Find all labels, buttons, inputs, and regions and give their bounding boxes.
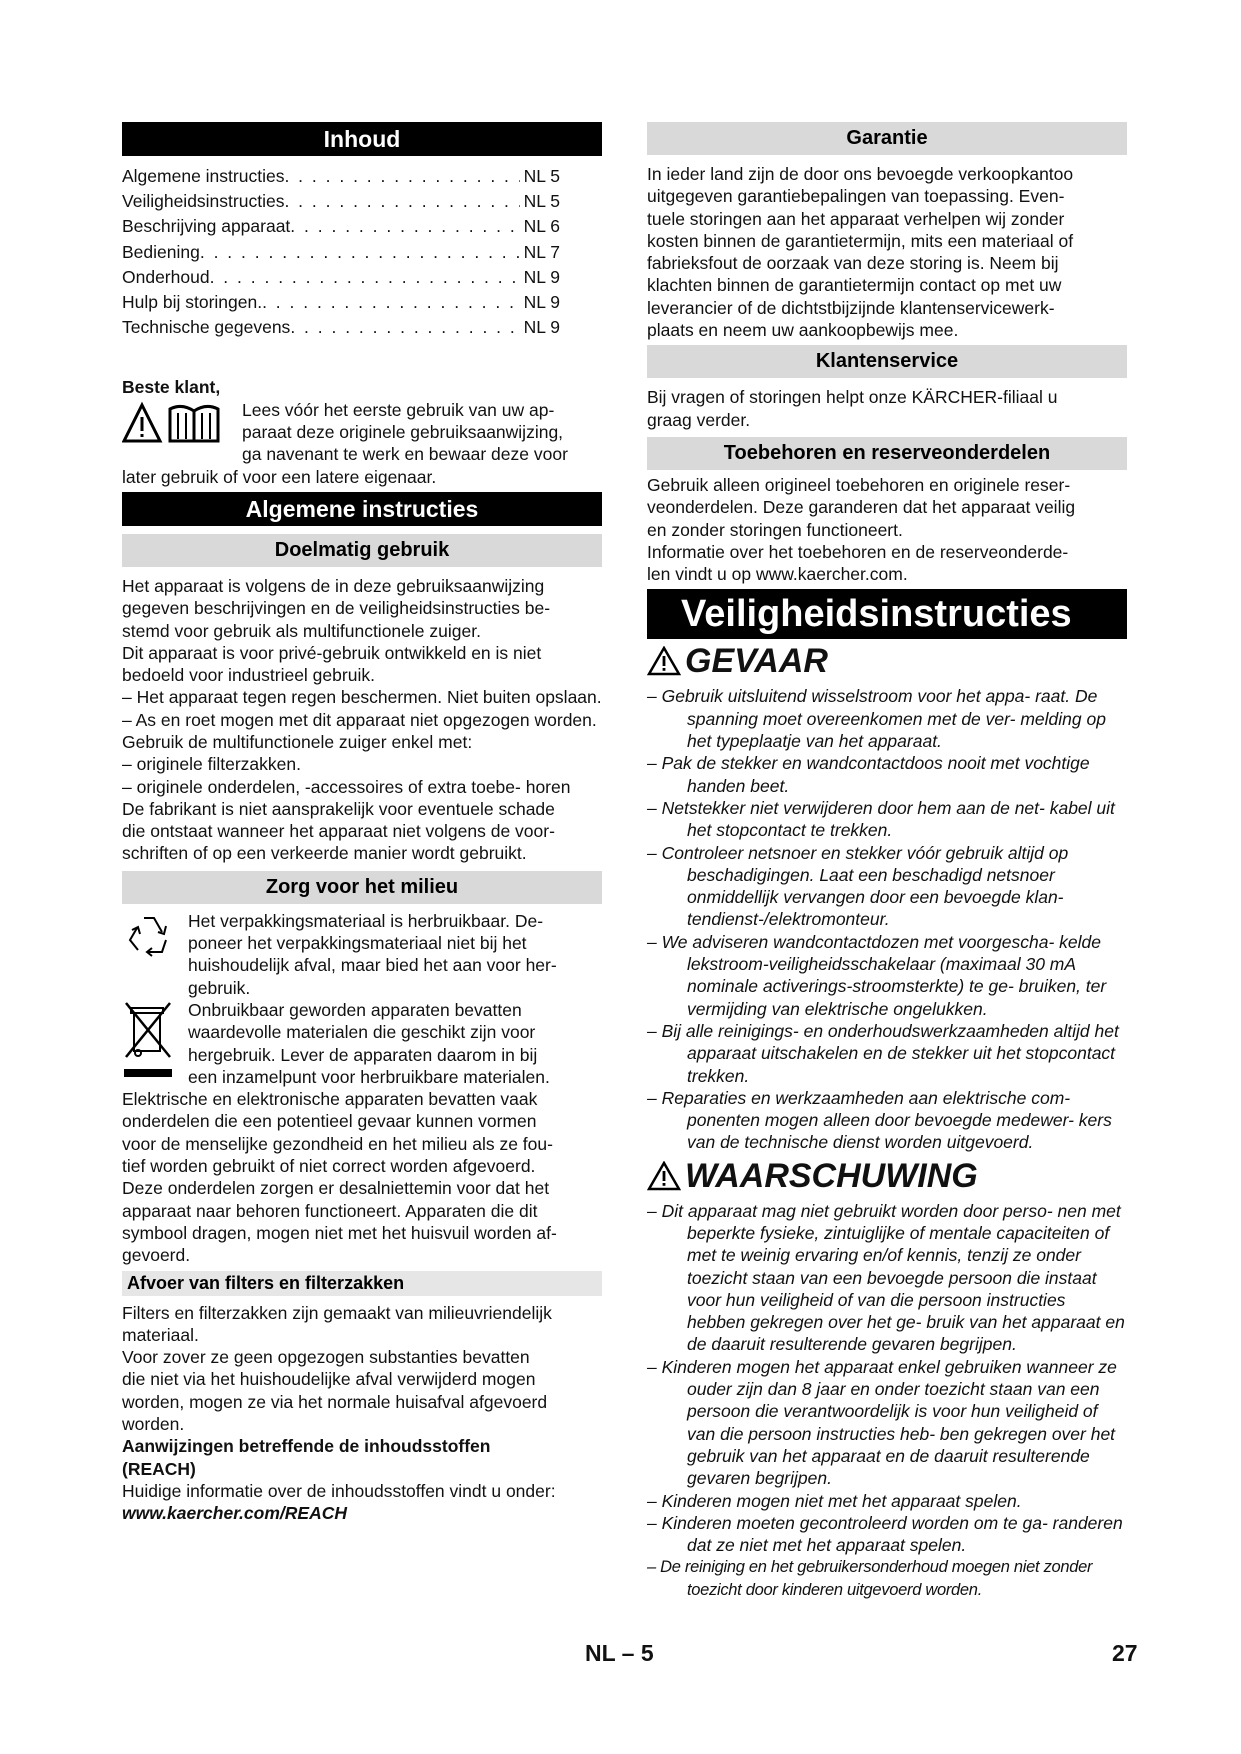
toc-item-title: Beschrijving apparaat: [122, 216, 291, 237]
warning-label: WAARSCHUWING: [685, 1156, 978, 1195]
text-line: fabrieksfout de oorzaak van deze storing is. Neem bij: [647, 253, 1059, 274]
salutation: Beste klant,: [122, 377, 221, 398]
crossed-bin-icon: [122, 999, 188, 1088]
service-heading: Klantenservice: [647, 345, 1127, 378]
toc-item-title: Onderhoud: [122, 266, 210, 287]
accessories-heading: Toebehoren en reserveonderdelen: [647, 437, 1127, 470]
text-line: Deze onderdelen zorgen er desalniettemin voor dat het: [122, 1178, 550, 1199]
text-line: apparaat naar behoren functioneert. Apparaten die dit: [122, 1200, 538, 1221]
text-line: veonderdelen. Deze garanderen dat het apparaat veilig: [647, 497, 1076, 518]
text-line: materiaal.: [122, 1324, 199, 1345]
text-line: graag verder.: [647, 409, 751, 430]
warning-triangle-icon: [647, 646, 681, 676]
toc-item-title: Algemene instructies: [122, 166, 285, 186]
danger-label: GEVAAR: [685, 642, 828, 681]
text-line: Gebruik de multifunctionele zuiger enkel met:: [122, 731, 473, 752]
text-line: tuele storingen aan het apparaat verhelpen wij zonder: [647, 208, 1065, 229]
toc-item-title: Hulp bij storingen.: [122, 292, 263, 313]
toc-item-page: NL 9: [523, 317, 560, 338]
text-line: onderdelen die een potentieel gevaar kunnen vormen: [122, 1111, 537, 1132]
footer-label: NL – 5: [585, 1640, 654, 1666]
toc-item-page: NL 9: [523, 266, 560, 287]
toc-item-page: NL 7: [523, 241, 560, 262]
table-of-contents: [122, 164, 560, 340]
environment-text: [122, 1088, 602, 1266]
reach-heading: Aanwijzingen betreffende de inhoudsstoffen: [122, 1436, 491, 1457]
text-line: kosten binnen de garantietermijn, mits een materiaal of: [647, 230, 1074, 251]
intro-last-line: later gebruik of voor een latere eigenaar.: [122, 466, 437, 487]
safety-heading: Veiligheidsinstructies: [647, 589, 1127, 639]
general-heading: Algemene instructies: [122, 492, 602, 526]
list-item: – De reiniging en het gebruikersonderhoud moegen niet zonder toezicht door kinderen uitgevoerd worden.: [647, 1558, 1093, 1599]
text-line: uitgegeven garantiebepalingen van toepassing. Even-: [647, 186, 1065, 207]
accessories-text: [647, 474, 1127, 585]
text-line: tief worden gebruikt of niet correct worden afgevoerd.: [122, 1156, 536, 1177]
toc-item[interactable]: [122, 164, 560, 189]
toc-item[interactable]: [122, 189, 560, 214]
toc-item-page: NL 6: [523, 216, 560, 237]
intro-line: Lees vóór het eerste gebruik van uw ap-: [242, 399, 555, 420]
intro-line: paraat deze originele gebruiksaanwijzing,: [242, 422, 564, 443]
text-line: leverancier of de dichtstbijzijnde klantenservicewerk-: [647, 297, 1055, 318]
filters-heading: Afvoer van filters en filterzakken: [122, 1271, 602, 1296]
read-manual-icon: [122, 399, 242, 466]
list-item: – originele filterzakken.: [122, 754, 301, 775]
toc-item-page: NL 5: [523, 191, 560, 212]
text-line: gevoerd.: [122, 1245, 191, 1266]
text-line: De fabrikant is niet aansprakelijk voor eventuele schade: [122, 798, 555, 819]
text-line: gebruik.: [188, 977, 251, 998]
list-item: – Het apparaat tegen regen beschermen. Niet buiten opslaan.: [122, 687, 602, 708]
text-line: Gebruik alleen origineel toebehoren en originele reser-: [647, 474, 1071, 495]
text-line: Voor zover ze geen opgezogen substanties bevatten: [122, 1347, 530, 1368]
toc-item-page: NL 9: [523, 292, 560, 313]
text-line: Onbruikbaar geworden apparaten bevatten: [188, 999, 522, 1020]
danger-list: [647, 685, 1127, 1153]
list-item: – Controleer netsnoer en stekker vóór gebruik altijd op beschadigingen. Laat een beschadigd netsnoer onmiddellijk vervangen door een bevoegde klan- tendienst-/elektromonteur.: [647, 842, 1069, 930]
reach-text: Huidige informatie over de inhoudsstoffen vindt u onder:: [122, 1480, 556, 1501]
text-line: worden, mogen ze via het normale huisafval afgevoerd: [122, 1391, 548, 1412]
list-item: – originele onderdelen, -accessoires of extra toebe- horen: [122, 776, 571, 797]
right-column: [647, 122, 1127, 1601]
warranty-text: [647, 163, 1127, 341]
text-line: die ontstaat wanneer het apparaat niet volgens de voor-: [122, 821, 555, 842]
text-line: schriften of op een verkeerde manier wordt gebruikt.: [122, 843, 527, 864]
toc-item[interactable]: [122, 315, 560, 340]
recycle-text: [188, 910, 557, 999]
toc-item[interactable]: [122, 290, 560, 315]
reach-link[interactable]: www.kaercher.com/REACH: [122, 1503, 347, 1524]
text-line: In ieder land zijn de door ons bevoegde verkoopkantoo: [647, 164, 1074, 184]
text-line: Dit apparaat is voor privé-gebruik ontwikkeld en is niet: [122, 642, 542, 663]
warning-triangle-icon: [647, 1161, 681, 1191]
list-item: – As en roet mogen met dit apparaat niet opgezogen worden.: [122, 709, 597, 730]
toc-item[interactable]: [122, 240, 560, 265]
text-line: gegeven beschrijvingen en de veiligheidsinstructies be-: [122, 598, 551, 619]
intended-use-text: [122, 575, 602, 865]
toc-heading: Inhoud: [122, 122, 602, 156]
intended-use-heading: Doelmatig gebruik: [122, 534, 602, 567]
page-number: 27: [1112, 1640, 1138, 1666]
text-line: een inzamelpunt voor herbruikbare materialen.: [188, 1066, 550, 1087]
toc-item-title: Veiligheidsinstructies: [122, 191, 285, 212]
list-item: – Pak de stekker en wandcontactdoos nooit met vochtige handen beet.: [647, 753, 1090, 796]
toc-item-page: NL 5: [523, 166, 560, 186]
warning-list: [647, 1200, 1127, 1601]
text-line: worden.: [122, 1414, 185, 1434]
toc-item[interactable]: [122, 214, 560, 239]
recycle-icon: [122, 910, 188, 999]
environment-heading: Zorg voor het milieu: [122, 871, 602, 904]
text-line: en zonder storingen functioneert.: [647, 519, 903, 540]
weee-block: [122, 999, 602, 1088]
text-line: len vindt u op www.kaercher.com.: [647, 564, 908, 585]
intro-text: [242, 399, 568, 466]
text-line: symbool dragen, mogen niet met het huisvuil worden af-: [122, 1222, 557, 1243]
list-item: – We adviseren wandcontactdozen met voorgescha- kelde lekstroom-veiligheidsschakelaar (maximaal 30 mA nominale activerings-stroomsterkte) te ge- bruiken, ter vermijding van elektrische ongelukken.: [647, 931, 1107, 1019]
intro-line: ga navenant te werk en bewaar deze voor: [242, 444, 568, 465]
list-item: – Bij alle reinigings- en onderhoudswerkzaamheden altijd het apparaat uitschakelen en de stekker uit het stopcontact trekken.: [647, 1020, 1119, 1086]
text-line: plaats en neem uw aankoopbewijs mee.: [647, 320, 959, 341]
text-line: Elektrische en elektronische apparaten bevatten vaak: [122, 1089, 538, 1110]
list-item: – Dit apparaat mag niet gebruikt worden door perso- nen met beperkte fysieke, zintuiglijke of mentale capaciteiten of met te weinig ervaring en/of kennis, tenzij ze onder toezicht staan van een bevoegde persoon die instaat voor hun veiligheid of van die persoon instructies hebben gekregen over het ge- bruik van het apparaat en de daaruit resulterende gevaren begrijpen.: [647, 1200, 1125, 1355]
list-item: – Netstekker niet verwijderen door hem aan de net- kabel uit het stopcontact te trekken.: [647, 797, 1115, 841]
warning-heading: [647, 1156, 1127, 1196]
text-line: Bij vragen of storingen helpt onze KÄRCHER-filiaal u: [647, 387, 1058, 408]
list-item: – Kinderen mogen het apparaat enkel gebruiken wanneer ze ouder zijn dan 8 jaar en onder toezicht staan van een persoon die verantwoordelijk is voor hun veiligheid of van die persoon instructies heb- ben gekregen over het gebruik van het apparaat en de daaruit resulterende gevaren begrijpen.: [647, 1356, 1117, 1489]
text-line: bedoeld voor industrieel gebruik.: [122, 665, 375, 686]
danger-heading: [647, 641, 1127, 681]
intro-block: [122, 399, 602, 466]
list-item: – Reparaties en werkzaamheden aan elektrische com- ponenten mogen alleen door bevoegde medewer- kers van de technische dienst worden uitgevoerd.: [647, 1087, 1112, 1153]
list-item: – Kinderen mogen niet met het apparaat spelen.: [647, 1490, 1022, 1511]
text-line: poneer het verpakkingsmateriaal niet bij het: [188, 933, 527, 954]
text-line: Filters en filterzakken zijn gemaakt van milieuvriendelijk: [122, 1302, 552, 1323]
list-item: – Kinderen moeten gecontroleerd worden om te ga- randeren dat ze niet met het apparaat spelen.: [647, 1512, 1123, 1556]
text-line: Het apparaat is volgens de in deze gebruiksaanwijzing: [122, 575, 545, 596]
service-text: [647, 386, 1127, 431]
reach-heading: (REACH): [122, 1458, 196, 1479]
toc-item-title: Bediening: [122, 241, 200, 262]
toc-item[interactable]: [122, 265, 560, 290]
text-line: huishoudelijk afval, maar bied het aan voor her-: [188, 955, 557, 976]
left-column: [122, 122, 602, 1524]
text-line: waardevolle materialen die geschikt zijn voor: [188, 1022, 536, 1043]
filters-text: [122, 1302, 602, 1525]
list-item: – Gebruik uitsluitend wisselstroom voor het appa- raat. De spanning moet overeenkomen met de ver- melding op het typeplaatje van het apparaat.: [647, 686, 1106, 752]
text-line: klachten binnen de garantietermijn contact op met uw: [647, 275, 1062, 296]
text-line: hergebruik. Lever de apparaten daarom in bij: [188, 1044, 538, 1065]
text-line: Informatie over het toebehoren en de reserveonderde-: [647, 541, 1069, 562]
weee-text: [188, 999, 550, 1088]
text-line: die niet via het huishoudelijke afval verwijderd mogen: [122, 1369, 536, 1390]
text-line: voor de menselijke gezondheid en het milieu als ze fou-: [122, 1133, 553, 1154]
text-line: Het verpakkingsmateriaal is herbruikbaar. De-: [188, 910, 544, 931]
recycle-block: [122, 910, 602, 999]
warranty-heading: Garantie: [647, 122, 1127, 155]
toc-item-title: Technische gegevens: [122, 317, 291, 338]
text-line: stemd voor gebruik als multifunctionele zuiger.: [122, 620, 481, 641]
